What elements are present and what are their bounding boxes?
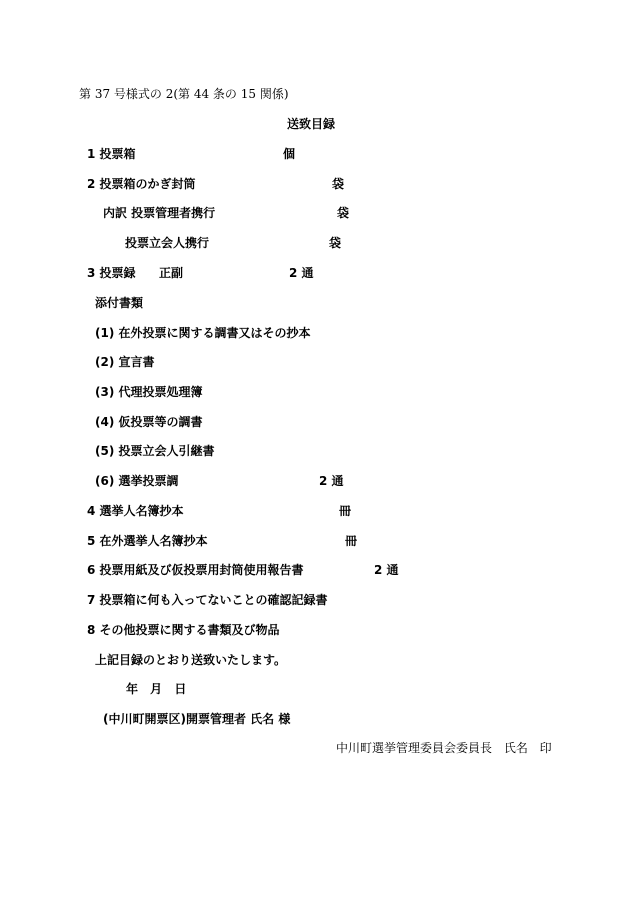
item-2-witness-label: 投票立会人携行 xyxy=(125,236,210,250)
item-8: 8 その他投票に関する書類及び物品 xyxy=(87,623,280,637)
attachment-3: (3) 代理投票処理簿 xyxy=(95,385,203,399)
item-2-witness-unit: 袋 xyxy=(329,236,342,250)
item-6-unit: 2 通 xyxy=(374,563,399,577)
attachments-heading: 添付書類 xyxy=(95,296,144,310)
date-line: 年 月 日 xyxy=(126,682,187,696)
item-1-unit: 個 xyxy=(283,147,296,161)
item-2-breakdown-label: 内訳 投票管理者携行 xyxy=(103,206,216,220)
item-5-unit: 冊 xyxy=(345,534,358,548)
attachment-6-label: (6) 選挙投票調 xyxy=(95,474,179,488)
item-3-sub: 正副 xyxy=(159,266,184,280)
closing-statement: 上記目録のとおり送致いたします。 xyxy=(95,653,287,667)
item-5-label: 5 在外選挙人名簿抄本 xyxy=(87,534,208,548)
item-3-label: 3 投票録 xyxy=(87,266,136,280)
attachment-4: (4) 仮投票等の調書 xyxy=(95,415,203,429)
item-4-label: 4 選挙人名簿抄本 xyxy=(87,504,184,518)
attachment-2: (2) 宣言書 xyxy=(95,355,155,369)
attachment-1: (1) 在外投票に関する調書又はその抄本 xyxy=(95,326,311,340)
item-6-label: 6 投票用紙及び仮投票用封筒使用報告書 xyxy=(87,563,304,577)
sender-line: 中川町選挙管理委員会委員長 氏名 印 xyxy=(336,741,552,755)
item-3-unit: 2 通 xyxy=(289,266,314,280)
item-1-label: 1 投票箱 xyxy=(87,147,136,161)
attachment-6-unit: 2 通 xyxy=(319,474,344,488)
item-2-breakdown-unit: 袋 xyxy=(337,206,350,220)
attachment-5: (5) 投票立会人引継書 xyxy=(95,444,215,458)
item-2-label: 2 投票箱のかぎ封筒 xyxy=(87,177,196,191)
item-2-unit: 袋 xyxy=(332,177,345,191)
form-header: 第 37 号様式の 2(第 44 条の 15 関係) xyxy=(79,87,289,101)
item-4-unit: 冊 xyxy=(339,504,352,518)
item-7: 7 投票箱に何も入ってないことの確認記録書 xyxy=(87,593,328,607)
document-title: 送致目録 xyxy=(287,117,336,131)
recipient-line: (中川町開票区)開票管理者 氏名 様 xyxy=(103,712,291,726)
